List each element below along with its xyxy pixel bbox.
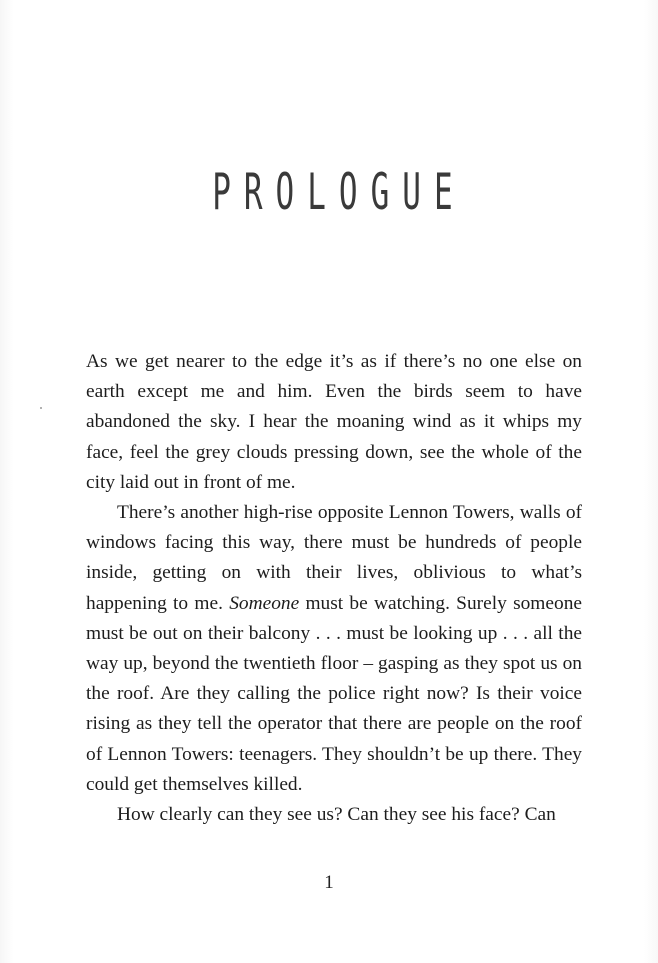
paragraph-2-text-b: must be watching. Surely someone must be out on their balcony . . . must be looking up . . . all the way up, beyond the twentieth floor – gasping as they spot us on the roof. Are they calling the police right now? Is their voice rising as they tell the operator that there are people on the roof of Lennon Towers: teenagers. They shouldn’t be up there. They could get themselves killed. (86, 592, 582, 795)
paragraph-3 (86, 800, 582, 830)
paragraph-2-text-a: There’s another high-rise opposite Lennon Towers, walls of windows facing this way, there must be hundreds of people inside, getting on with their lives, oblivious to what’s happening to me. (86, 502, 582, 614)
emphasis-someone: Someone (229, 592, 300, 614)
paragraph-1-text: As we get nearer to the edge it’s as if there’s no one else on earth except me and him. Even the birds seem to have abandoned the sky. I hear the moaning wind as it whips my face, feel the grey clouds pressing down, see the whole of the city laid out in front of me. (86, 351, 582, 493)
paragraph-1 (86, 347, 582, 498)
paragraph-2 (86, 498, 582, 800)
paper-speck (40, 407, 42, 409)
page-number: 1 (324, 872, 334, 893)
chapter-title: PROLOGUE (212, 162, 466, 221)
body-text (86, 347, 582, 830)
paragraph-3-text: How clearly can they see us? Can they see his face? Can (117, 804, 556, 826)
